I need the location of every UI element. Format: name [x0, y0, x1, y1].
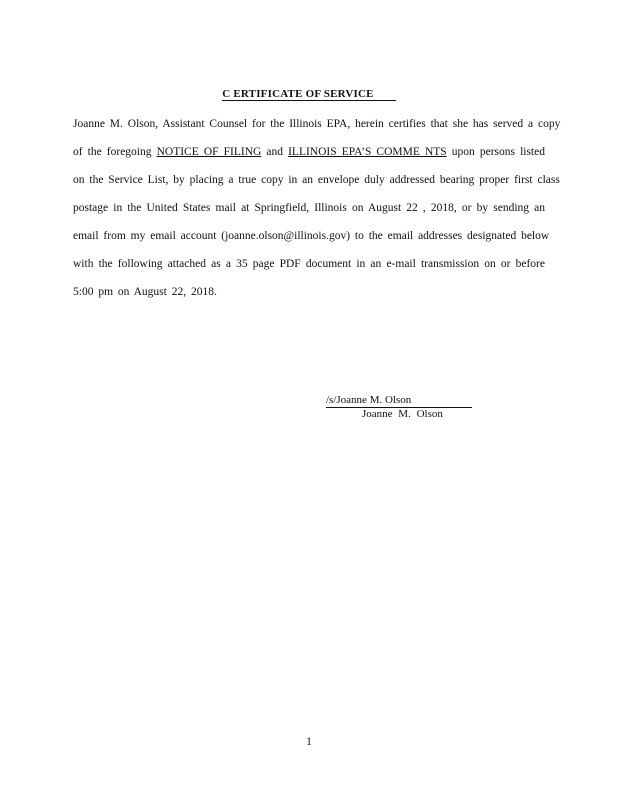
notice-of-filing-ref: NOTICE OF FILING — [156, 146, 262, 158]
body-line-4: postage in the United States mail at Springfield, Illinois on August 22 , 2018, or by sending an — [73, 202, 545, 214]
illinois-epa-comments-ref: ILLINOIS EPA’S COMME NTS — [288, 146, 447, 158]
body-line-2-end: upon persons listed — [446, 146, 545, 158]
body-line-6: with the following attached as a 35 page PDF document in an e-mail transmission on or before — [73, 258, 545, 270]
signer-name: Joanne M. Olson — [362, 408, 443, 420]
certificate-title — [0, 88, 618, 101]
body-line-5: email from my email account (joanne.olson@illinois.gov) to the email addresses designated below — [73, 230, 550, 242]
body-line-3: on the Service List, by placing a true copy in an envelope duly addressed bearing proper first class — [73, 174, 560, 186]
body-line-2 — [73, 145, 545, 159]
page-number: 1 — [306, 734, 312, 748]
body-line-2-and: and — [261, 146, 289, 158]
signature-line: /s/Joanne M. Olson — [326, 394, 472, 408]
body-line-1: Joanne M. Olson, Assistant Counsel for the Illinois EPA, herein certifies that she has served a copy — [73, 118, 561, 130]
certificate-title-text: C ERTIFICATE OF SERVICE — [222, 89, 395, 101]
body-line-7: 5:00 pm on August 22, 2018. — [73, 286, 217, 298]
body-line-2-start: of the foregoing — [73, 146, 157, 158]
